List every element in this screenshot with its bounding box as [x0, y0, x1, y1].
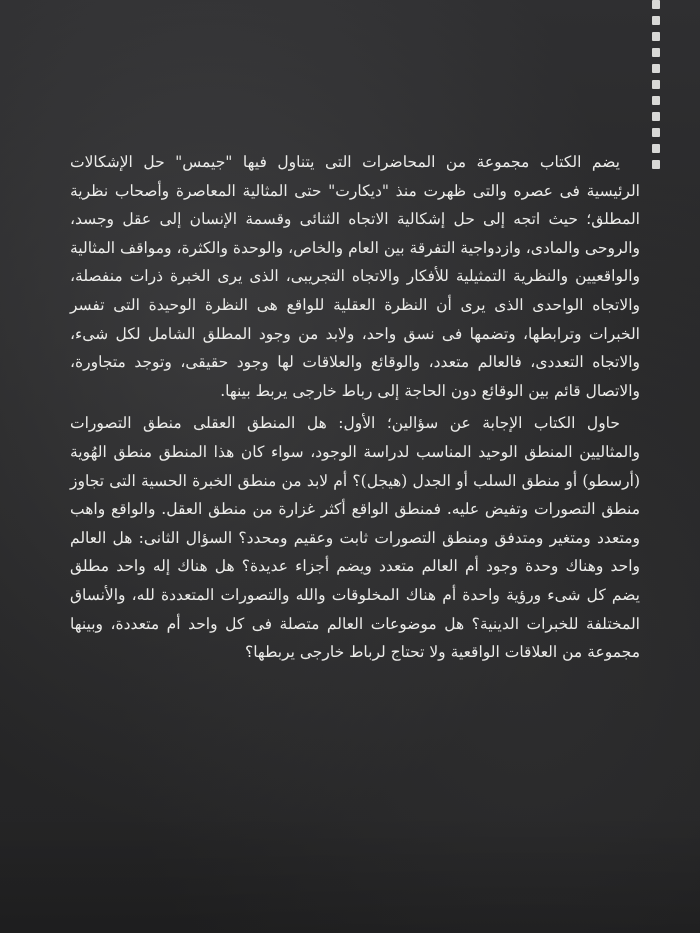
dash-mark: [652, 48, 660, 57]
dash-mark: [652, 144, 660, 153]
photo-shadow: [0, 813, 700, 933]
dash-mark: [652, 0, 660, 9]
dash-mark: [652, 160, 660, 169]
dash-mark: [652, 112, 660, 121]
dash-mark: [652, 80, 660, 89]
back-cover-blurb: [70, 148, 640, 671]
dash-mark: [652, 64, 660, 73]
spine-dash-strip: [652, 0, 662, 190]
dash-mark: [652, 32, 660, 41]
dash-mark: [652, 96, 660, 105]
dash-mark: [652, 128, 660, 137]
blurb-paragraph-1: يضم الكتاب مجموعة من المحاضرات التى يتناول فيها "جيمس" حل الإشكالات الرئيسية فى عصره والتى ظهرت منذ "ديكارت" حتى المثالية المعاصرة وأصحاب نظرية المطلق؛ حيث اتجه إلى حل إشكالية الاتجاه الثنائى وقسمة الإنسان إلى عقل وجسد، والروحى والمادى، وازدواجية التفرقة بين العام والخاص، والوحدة والكثرة، ومواقف المثالية والواقعيين والنظرية التمثيلية للأفكار والاتجاه التجريبى، الذى يرى الخبرة ذرات منفصلة، والاتجاه الواحدى الذى يرى أن النظرة العقلية للواقع هى النظرة الوحيدة التى تفسر الخبرات وترابطها، وتضمها فى نسق واحد، ولابد من وجود المطلق الشامل لكل شىء، والاتجاه التعددى، فالعالم متعدد، والوقائع والعلاقات لها وجود حقيقى، وتوجد متجاورة، والاتصال قائم بين الوقائع دون الحاجة إلى رباط خارجى يربط بينها.: [70, 153, 640, 400]
dash-mark: [652, 16, 660, 25]
blurb-paragraph-2: حاول الكتاب الإجابة عن سؤالين؛ الأول: هل المنطق العقلى منطق التصورات والمثاليين المنطق الوحيد المناسب لدراسة الوجود، سواء كان هذا المنطق منطق الهُوية (أرسطو) أو منطق السلب أو الجدل (هيجل)؟ أم لابد من منطق الخبرة الحسية التى تجاوز منطق التصورات وتفيض عليه. فمنطق الواقع أكثر غزارة من منطق العقل. والواقع واهب ومتعدد ومتغير ومتدفق ومنطق التصورات ثابت وعقيم ومحدد؟ السؤال الثانى: هل العالم واحد وهناك وحدة وجود أم العالم متعدد ويضم أجزاء عديدة؟ هل هناك إله واحد مطلق يضم كل شىء ورؤية واحدة أم هناك المخلوقات والله والتصورات المتعددة لله، والأنساق المختلفة للخبرات الدينية؟ هل موضوعات العالم متصلة فى كل واحد أم متعددة، وبينها مجموعة من العلاقات الواقعية ولا تحتاج لرباط خارجى يربطها؟: [70, 414, 640, 662]
